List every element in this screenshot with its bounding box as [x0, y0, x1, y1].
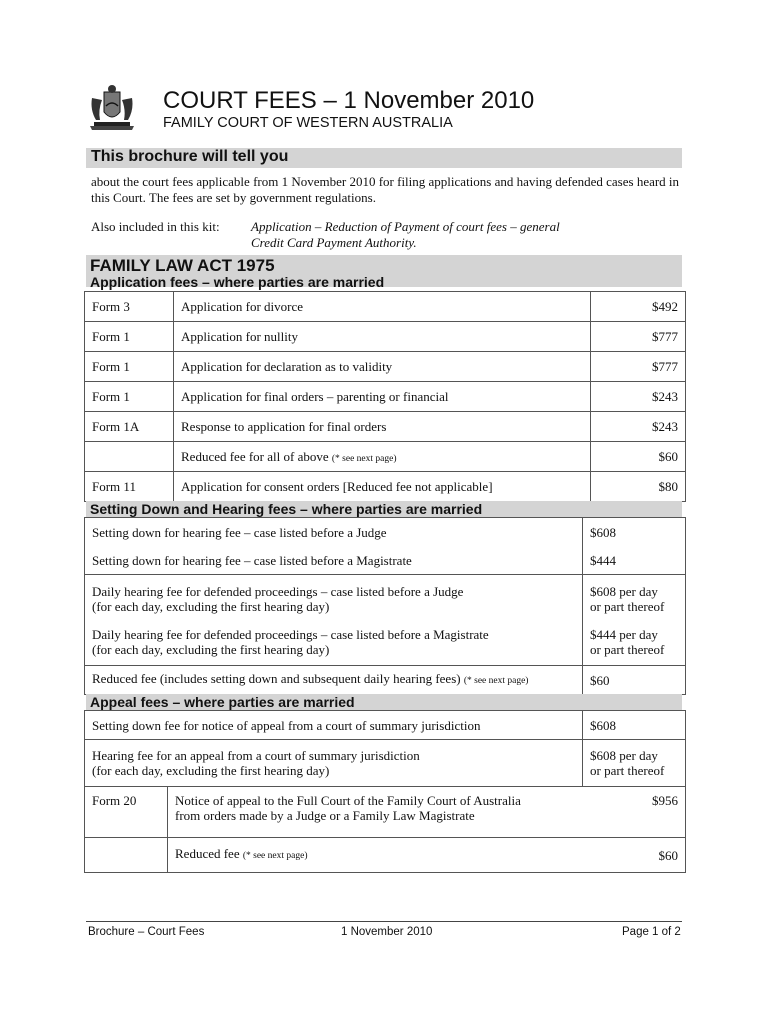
table-row: [85, 472, 686, 502]
form-cell: [85, 442, 174, 472]
line-spacer: [590, 540, 678, 553]
table-row: [85, 838, 686, 873]
description-cell: [85, 575, 583, 666]
line-spacer: [590, 614, 678, 627]
footnote-ref: (* see next page): [463, 676, 529, 686]
fee-line: or part thereof: [590, 641, 665, 657]
line-spacer: [92, 614, 575, 627]
table-row: [85, 740, 686, 787]
description-cell: Application for declaration as to validity: [174, 352, 591, 382]
description-line: (for each day, excluding the first hearing day): [92, 598, 330, 614]
description-cell: [168, 838, 583, 873]
fee-cell: $777: [591, 322, 686, 352]
appeal-heading: Appeal fees – where parties are married: [90, 694, 355, 710]
fee-cell: [583, 575, 686, 666]
form-cell: Form 1: [85, 322, 174, 352]
application-fees-heading: Application fees – where parties are married: [90, 274, 385, 290]
table-row: [85, 575, 686, 666]
fee-cell: $80: [591, 472, 686, 502]
form-cell: Form 1: [85, 352, 174, 382]
fee-line: or part thereof: [590, 598, 665, 614]
fee-line: $608: [590, 524, 616, 540]
coat-of-arms-logo: [86, 84, 138, 132]
application-fees-table: [84, 291, 686, 502]
description-line: (for each day, excluding the first hearing day): [92, 763, 330, 778]
fee-cell: $777: [591, 352, 686, 382]
fee-line: or part thereof: [590, 763, 665, 778]
form-cell: Form 1A: [85, 412, 174, 442]
description-cell: [85, 666, 583, 695]
description-cell: Application for divorce: [174, 292, 591, 322]
appeal-fees-table: [84, 710, 686, 873]
description-line: Setting down for hearing fee – case listed before a Judge: [92, 524, 387, 540]
form-cell: Form 11: [85, 472, 174, 502]
fee-cell: $492: [591, 292, 686, 322]
kit-label: Also included in this kit:: [91, 219, 220, 234]
fee-cell: $243: [591, 412, 686, 442]
footer-divider: [86, 921, 682, 922]
fee-cell: $243: [591, 382, 686, 412]
fee-cell: [583, 518, 686, 575]
form-cell: Form 3: [85, 292, 174, 322]
description-line: from orders made by a Judge or a Family Law Magistrate: [175, 808, 475, 823]
description-cell: Application for consent orders [Reduced fee not applicable]: [174, 472, 591, 502]
description-cell: [168, 787, 583, 838]
description-cell: [85, 518, 583, 575]
footnote-ref: (* see next page): [331, 453, 397, 464]
table-row: [85, 292, 686, 322]
table-row: [85, 666, 686, 695]
description-cell: [174, 442, 591, 472]
kit-item: Application – Reduction of Payment of court fees – general: [251, 219, 560, 234]
footnote-ref: (* see next page): [242, 851, 308, 861]
description-line: (for each day, excluding the first hearing day): [92, 641, 330, 657]
intro-paragraph: about the court fees applicable from 1 November 2010 for filing applications and having defended cases heard in this Court. The fees are set by government regulations.: [91, 174, 680, 205]
description-cell: Application for final orders – parenting or financial: [174, 382, 591, 412]
kit-item: Credit Card Payment Authority.: [251, 235, 417, 250]
table-row: [85, 322, 686, 352]
description-text: Reduced fee for all of above: [181, 448, 329, 464]
setting-down-heading: Setting Down and Hearing fees – where parties are married: [90, 501, 483, 517]
fee-cell: $956: [583, 787, 686, 838]
description-cell: [85, 740, 583, 787]
description-cell: Setting down fee for notice of appeal from a court of summary jurisdiction: [85, 711, 583, 740]
fee-cell: $608: [583, 711, 686, 740]
table-row: [85, 518, 686, 575]
table-row: [85, 711, 686, 740]
act-heading: FAMILY LAW ACT 1975: [90, 256, 275, 275]
description-cell: Application for nullity: [174, 322, 591, 352]
fee-line: $608 per day: [590, 748, 658, 763]
description-text: Reduced fee: [175, 846, 240, 861]
fee-line: $608 per day: [590, 583, 658, 599]
fee-line: $444 per day: [590, 626, 658, 642]
form-cell: Form 1: [85, 382, 174, 412]
page-title: COURT FEES – 1 November 2010: [163, 87, 535, 114]
fee-cell: [583, 740, 686, 787]
description-cell: Response to application for final orders: [174, 412, 591, 442]
setting-down-table: [84, 517, 686, 695]
description-line: Hearing fee for an appeal from a court of summary jurisdiction: [92, 748, 420, 763]
description-line: Daily hearing fee for defended proceedings – case listed before a Magistrate: [92, 626, 489, 642]
form-cell: [85, 838, 168, 873]
form-cell: Form 20: [85, 787, 168, 838]
description-text: Reduced fee (includes setting down and subsequent daily hearing fees): [92, 671, 461, 686]
fee-line: $444: [590, 552, 616, 568]
line-spacer: [92, 540, 575, 553]
table-row: [85, 787, 686, 838]
fee-cell: $60: [583, 666, 686, 695]
table-row: [85, 442, 686, 472]
footer-right: Page 1 of 2: [622, 926, 681, 938]
description-line: Daily hearing fee for defended proceedings – case listed before a Judge: [92, 583, 464, 599]
page-subtitle: FAMILY COURT OF WESTERN AUSTRALIA: [163, 115, 453, 131]
table-row: [85, 412, 686, 442]
intro-heading: This brochure will tell you: [91, 148, 289, 165]
table-row: [85, 352, 686, 382]
description-line: Setting down for hearing fee – case listed before a Magistrate: [92, 552, 412, 568]
fee-cell: $60: [583, 838, 686, 873]
footer-left: Brochure – Court Fees: [88, 926, 205, 938]
footer-center: 1 November 2010: [341, 926, 433, 938]
table-row: [85, 382, 686, 412]
description-line: Notice of appeal to the Full Court of the Family Court of Australia: [175, 793, 521, 808]
fee-cell: $60: [591, 442, 686, 472]
